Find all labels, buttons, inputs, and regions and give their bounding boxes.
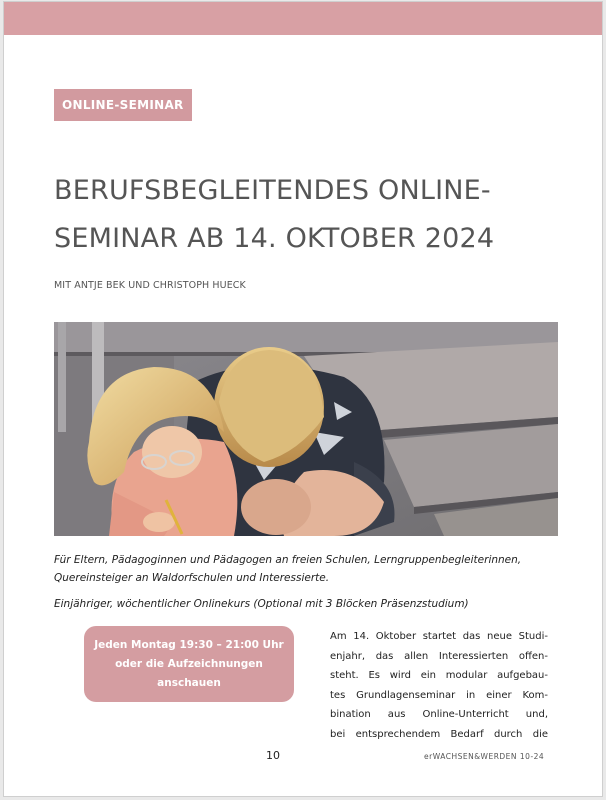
- schedule-box: [84, 626, 294, 702]
- category-tag: ONLINE-SEMINAR: [54, 89, 192, 121]
- article-body: [330, 627, 548, 744]
- audience-line-1: Für Eltern, Pädagoginnen und Pädagogen an freien Schulen, Lerngruppenbegleiterinnen,: [54, 554, 522, 566]
- title-line-1: BERUFSBEGLEITENDES ONLINE-: [54, 175, 491, 206]
- body-line-4: tes Grundlagenseminar in einer Kom-: [330, 689, 548, 701]
- article-title: [54, 167, 574, 263]
- magazine-page: [3, 1, 603, 797]
- schedule-line-2: oder die Aufzeichnungen: [115, 657, 263, 670]
- body-line-3: steht. Es wird ein modular aufgebau-: [330, 670, 548, 681]
- magazine-name: erWACHSEN&WERDEN 10-24: [424, 752, 545, 761]
- course-type-text: Einjähriger, wöchentlicher Onlinekurs (Optional mit 3 Blöcken Präsenzstudium): [54, 598, 469, 610]
- audience-line-2: Quereinsteiger an Waldorfschulen und Interessierte.: [54, 572, 330, 584]
- article-authors: MIT ANTJE BEK UND CHRISTOPH HUECK: [54, 280, 246, 291]
- article-photo: [54, 322, 558, 536]
- body-line-6: bei entsprechendem Bedarf durch die: [330, 728, 548, 740]
- body-line-1: Am 14. Oktober startet das neue Studi-: [330, 631, 548, 642]
- title-line-2: SEMINAR AB 14. OKTOBER 2024: [54, 223, 495, 254]
- top-color-band: [4, 2, 602, 35]
- body-line-5: bination aus Online-Unterricht und,: [330, 709, 548, 720]
- audience-text: [54, 551, 584, 587]
- body-line-2: enjahr, das allen Interessierten offen-: [330, 650, 548, 662]
- schedule-line-3: anschauen: [157, 676, 221, 689]
- page-number: 10: [266, 749, 280, 762]
- photo-children-on-stairs-illustration: [54, 322, 558, 536]
- schedule-line-1: Jeden Montag 19:30 – 21:00 Uhr: [94, 638, 284, 651]
